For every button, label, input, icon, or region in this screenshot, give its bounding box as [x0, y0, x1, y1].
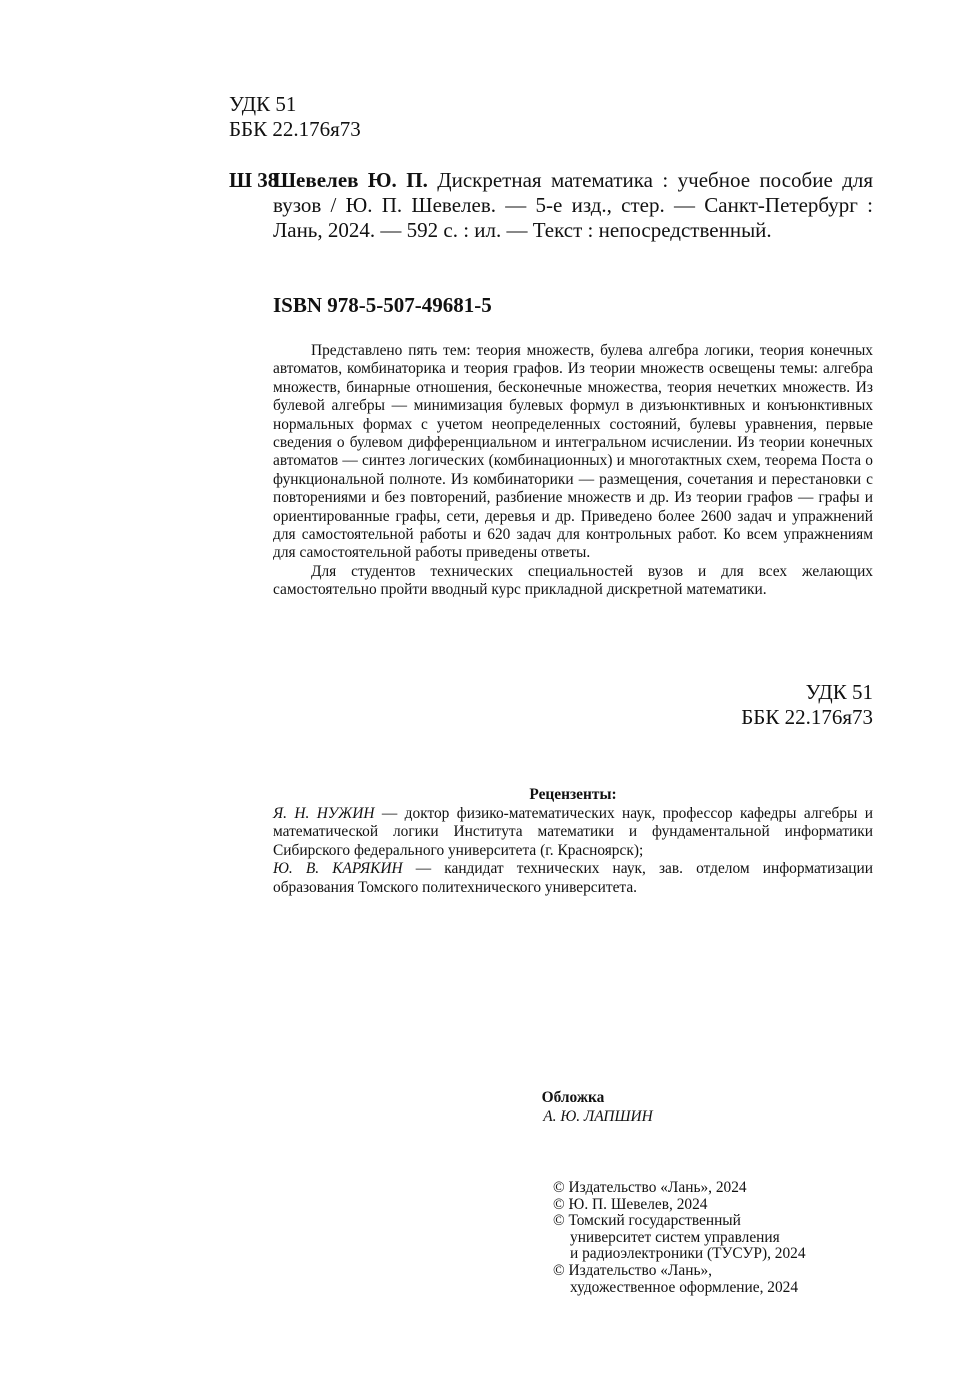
- udk-code: УДК 51: [229, 92, 297, 116]
- cover-designer: А. Ю. ЛАПШИН: [543, 1107, 653, 1125]
- copyright-line-continued: и радиоэлектроники (ТУСУР), 2024: [570, 1245, 806, 1263]
- abstract-paragraph-2: Для студентов технических специальностей вузов и для всех желающих самостоятельно пройти вводный курс прикладной дискретной математики.: [273, 562, 873, 599]
- cover-credit: [273, 1089, 873, 1126]
- reviewer-item: [273, 805, 873, 861]
- author-name: Шевелев Ю. П.: [273, 168, 428, 192]
- copyright-line-continued: художественное оформление, 2024: [570, 1278, 799, 1296]
- reviewers-heading: Рецензенты:: [529, 786, 617, 803]
- reviewer-name: Я. Н. НУЖИН: [273, 804, 375, 822]
- bbk-code-repeat: ББК 22.176я73: [741, 705, 873, 729]
- reviewers-block: [273, 786, 873, 898]
- isbn: ISBN 978-5-507-49681-5: [273, 293, 492, 317]
- abstract-paragraph-1: Представлено пять тем: теория множеств, булева алгебра логики, теория конечных автоматов, комбинаторика и теория графов. Из теории множеств освещены темы: алгебра множеств, бинарные отношения, бесконечные множества, теория нечетких множеств. Из булевой алгебры — минимизация булевых формул в дизъюнктивных и конъюнктивных нормальных формах с учетом неопределенных состояний, булевы уравнения, первые сведения о булевом дифференциальном и интегральном исчислении. Из теории конечных автоматов — синтез логических (комбинационных) и многотактных схем, теорема Поста о функциональной полноте. Из комбинаторики — размещения, сочетания и перестановки с повторениями и без повторений, разбиение множеств и др. Из теории графов — графы и ориентированные графы, сети, деревья и др. Приведено более 2600 задач и упражнений для самостоятельной работы и 620 задач для контрольных работ. Ко всем упражнениям для самостоятельной работы приведены ответы.: [273, 342, 873, 562]
- reviewer-description: — кандидат технических наук, зав. отделом информатизации образования Томского политехнического университета.: [273, 860, 873, 896]
- copyright-line: © Издательство «Лань»,: [553, 1261, 713, 1279]
- copyright-line: © Ю. П. Шевелев, 2024: [553, 1195, 708, 1213]
- copyright-line-continued: университет систем управления: [570, 1228, 780, 1246]
- udk-code-repeat: УДК 51: [805, 680, 873, 704]
- copyright-line: © Томский государственный: [553, 1212, 741, 1230]
- abstract: [273, 342, 873, 600]
- author-cipher: Ш 38: [229, 168, 279, 192]
- reviewer-description: — доктор физико-математических наук, профессор кафедры алгебры и математической логики Института математики и фундаментальной информатики Сибирского федерального университета (г. Красноярск);: [273, 804, 873, 859]
- cover-heading: Обложка: [541, 1089, 605, 1106]
- copyright-line: © Издательство «Лань», 2024: [553, 1179, 747, 1196]
- bbk-code: ББК 22.176я73: [229, 117, 361, 141]
- copyright-block: [553, 1180, 873, 1296]
- bibliographic-record: [273, 168, 873, 243]
- classification-top: [229, 92, 361, 142]
- reviewer-name: Ю. В. КАРЯКИН: [273, 860, 403, 878]
- bibliographic-text: Дискретная математика : учебное пособие для вузов / Ю. П. Шевелев. — 5-е изд., стер. — Санкт-Петербург : Лань, 2024. — 592 с. : ил. — Текст : непосредственный.: [273, 168, 874, 242]
- classification-bottom: [673, 680, 873, 730]
- reviewer-item: [273, 860, 873, 897]
